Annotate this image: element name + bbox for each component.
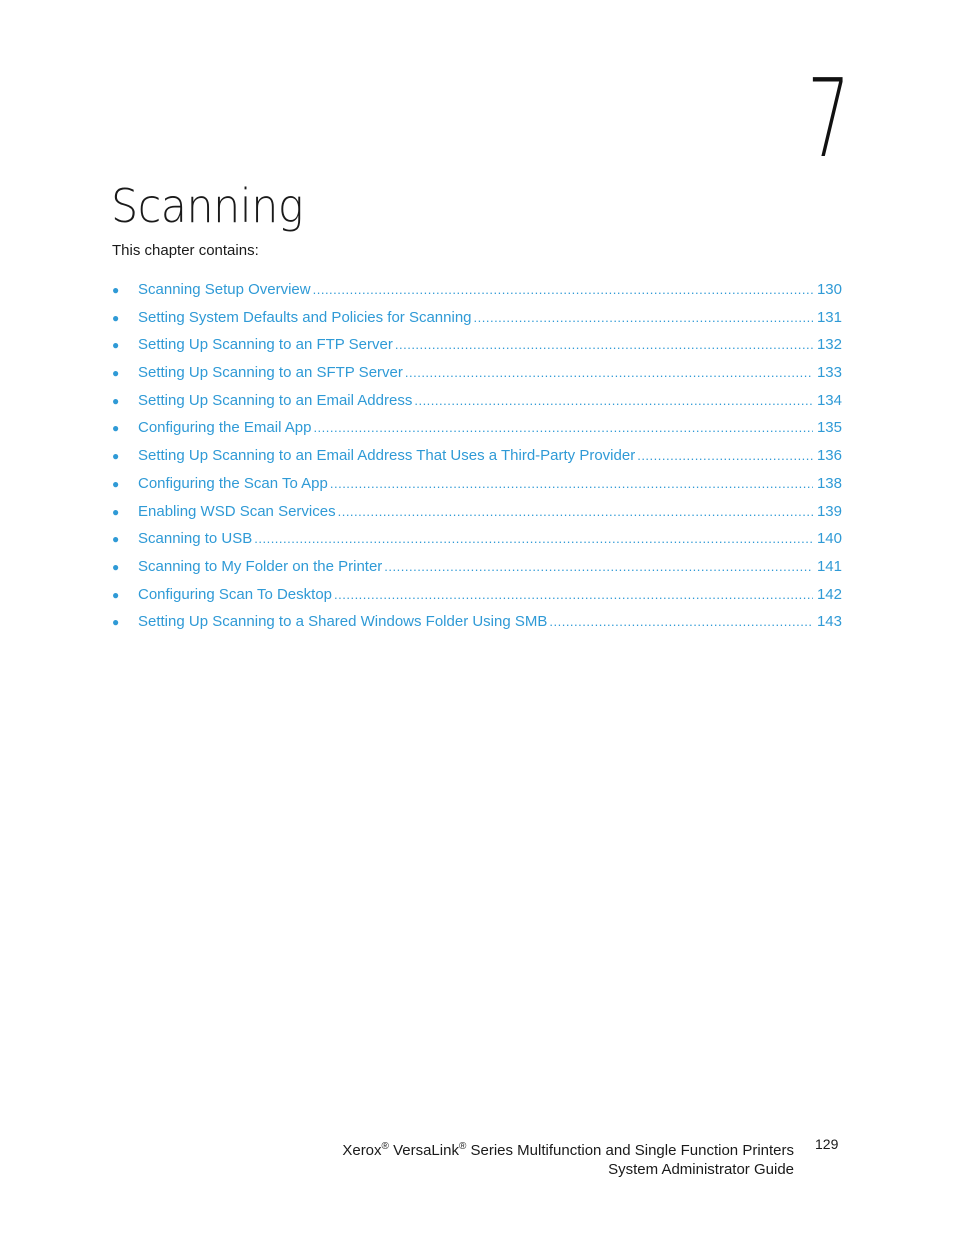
dot-leader — [405, 362, 813, 384]
bullet-icon: ● — [112, 532, 120, 547]
bullet-icon: ● — [112, 338, 120, 353]
bullet-icon: ● — [112, 615, 120, 630]
toc-page: 139 — [816, 502, 842, 520]
toc-page: 142 — [816, 585, 842, 603]
toc-title: Setting Up Scanning to an FTP Server — [138, 336, 393, 354]
chapter-number: 7 — [807, 57, 850, 182]
toc-item — [112, 584, 842, 612]
dot-leader — [254, 528, 813, 550]
toc-title: Setting Up Scanning to an Email Address That Uses a Third-Party Provider — [138, 447, 636, 465]
dot-leader — [637, 445, 813, 467]
bullet-icon: ● — [112, 366, 120, 381]
footer-product: VersaLink — [393, 1142, 459, 1159]
bullet-icon: ● — [112, 393, 120, 408]
dot-leader — [384, 556, 813, 578]
toc-link[interactable] — [138, 362, 842, 384]
dot-leader — [338, 501, 813, 523]
toc-title: Scanning to My Folder on the Printer — [138, 557, 383, 575]
toc-title: Setting System Defaults and Policies for Scanning — [138, 308, 472, 326]
dot-leader — [334, 584, 813, 606]
bullet-icon: ● — [112, 476, 120, 491]
toc-item — [112, 362, 842, 390]
toc-item — [112, 611, 842, 639]
bullet-icon: ● — [112, 587, 120, 602]
toc-link[interactable] — [138, 390, 842, 412]
toc-page: 131 — [816, 308, 842, 326]
bullet-icon: ● — [112, 310, 120, 325]
dot-leader — [313, 417, 813, 439]
dot-leader — [474, 307, 813, 329]
dot-leader — [395, 334, 813, 356]
chapter-intro: This chapter contains: — [112, 242, 259, 259]
dot-leader — [549, 611, 813, 633]
toc-item — [112, 473, 842, 501]
toc-page: 134 — [816, 391, 842, 409]
toc-link[interactable] — [138, 473, 842, 495]
toc-link[interactable] — [138, 279, 842, 301]
footer-brand: Xerox — [342, 1142, 382, 1159]
toc-link[interactable] — [138, 307, 842, 329]
dot-leader — [330, 473, 813, 495]
toc-link[interactable] — [138, 445, 842, 467]
page-footer — [342, 1137, 794, 1179]
footer-description: Series Multifunction and Single Function Printers — [470, 1142, 794, 1159]
toc-item — [112, 390, 842, 418]
toc-link[interactable] — [138, 584, 842, 606]
toc-item — [112, 501, 842, 529]
toc-link[interactable] — [138, 556, 842, 578]
toc-page: 132 — [816, 336, 842, 354]
dot-leader — [414, 390, 813, 412]
registered-mark: ® — [381, 1141, 389, 1152]
footer-line-1 — [342, 1137, 794, 1160]
table-of-contents — [112, 279, 842, 639]
toc-link[interactable] — [138, 528, 842, 550]
toc-item — [112, 556, 842, 584]
toc-title: Configuring the Scan To App — [138, 474, 328, 492]
toc-title: Enabling WSD Scan Services — [138, 502, 336, 520]
toc-page: 140 — [816, 530, 842, 548]
bullet-icon: ● — [112, 559, 120, 574]
toc-item — [112, 307, 842, 335]
chapter-title: Scanning — [111, 179, 304, 233]
bullet-icon: ● — [112, 421, 120, 436]
toc-title: Setting Up Scanning to an SFTP Server — [138, 364, 403, 382]
toc-title: Configuring Scan To Desktop — [138, 585, 333, 603]
toc-title: Scanning to USB — [138, 530, 253, 548]
toc-item — [112, 528, 842, 556]
toc-page: 138 — [816, 474, 842, 492]
toc-page: 143 — [816, 613, 842, 631]
toc-page: 135 — [816, 419, 842, 437]
toc-title: Configuring the Email App — [138, 419, 312, 437]
toc-title: Scanning Setup Overview — [138, 281, 311, 298]
toc-item — [112, 445, 842, 473]
toc-link[interactable] — [138, 501, 842, 523]
registered-mark: ® — [458, 1141, 467, 1152]
bullet-icon: ● — [112, 504, 120, 519]
footer-line-2: System Administrator Guide — [608, 1161, 794, 1178]
dot-leader — [313, 279, 813, 301]
bullet-icon: ● — [112, 449, 120, 464]
toc-link[interactable] — [138, 417, 842, 439]
page-number: 129 — [815, 1136, 839, 1152]
toc-item — [112, 417, 842, 445]
toc-title: Setting Up Scanning to an Email Address — [138, 391, 413, 409]
toc-page: 130 — [816, 281, 842, 298]
toc-page: 141 — [816, 557, 842, 575]
toc-page: 136 — [816, 447, 842, 465]
toc-item — [112, 334, 842, 362]
bullet-icon: ● — [112, 283, 120, 297]
toc-page: 133 — [816, 364, 842, 382]
toc-title: Setting Up Scanning to a Shared Windows Folder Using SMB — [138, 613, 548, 631]
toc-link[interactable] — [138, 611, 842, 633]
toc-item — [112, 279, 842, 307]
toc-link[interactable] — [138, 334, 842, 356]
